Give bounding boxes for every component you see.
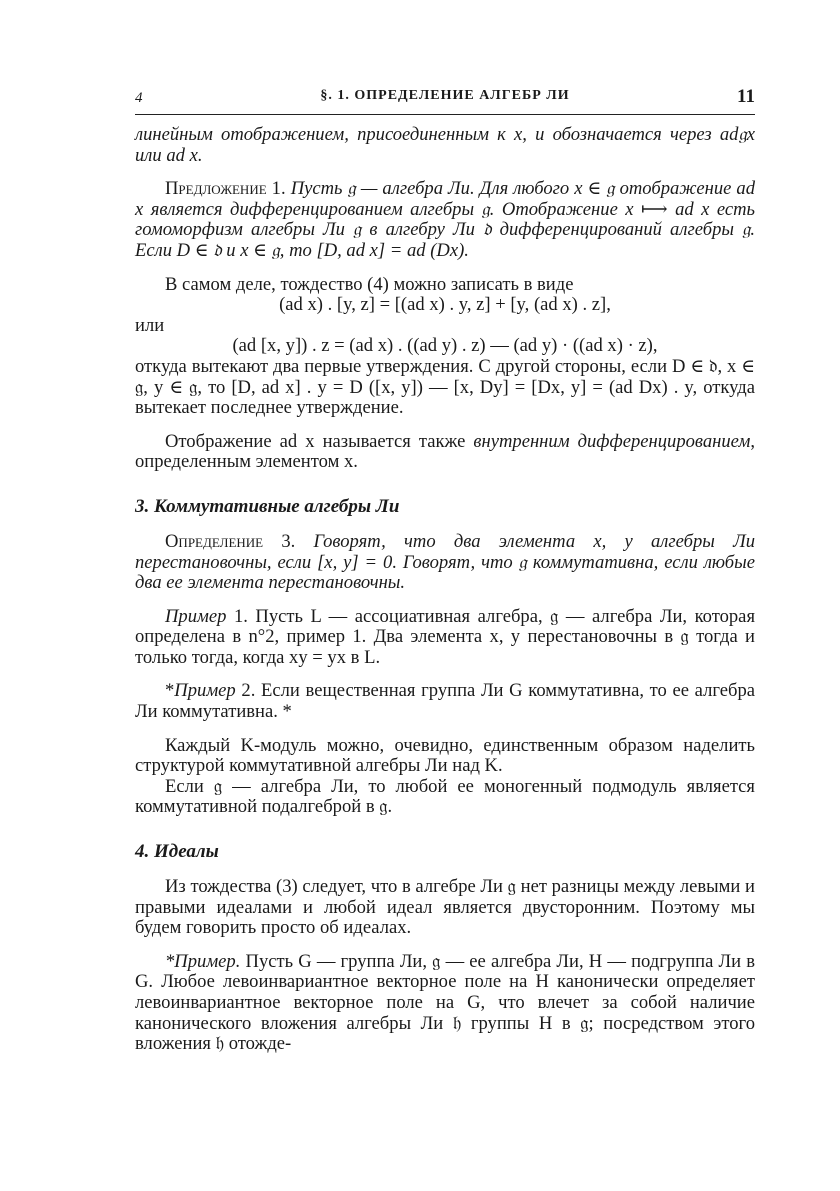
formula-2: (ad [x, y]) . z = (ad x) . ((ad y) . z) — (ad y) · ((ad x) · z), <box>232 335 658 357</box>
inner-derivation-term: внутренним дифференцированием <box>473 430 751 452</box>
or-word: или <box>135 314 165 336</box>
k-module-paragraph: Каждый K-модуль можно, очевидно, единственным образом наделить структурой коммутативной алгебры Ли над K. <box>135 734 755 777</box>
running-header <box>135 78 755 115</box>
example-label: Пример <box>165 605 227 627</box>
example-text: 1. Пусть L — ассоциативная алгебра, 𝔤 — алгебра Ли, которая определена в n°2, пример 1. Два элемента x, y перестановочны в 𝔤 тогда и только тогда, когда xy = yx в L. <box>135 605 755 668</box>
proof-intro: В самом деле, тождество (4) можно записать в виде <box>165 273 574 295</box>
formula-1: (ad x) . [y, z] = [(ad x) . y, z] + [y, (ad x) . z], <box>279 294 611 316</box>
section-3-heading: 3. Коммутативные алгебры Ли <box>135 495 400 517</box>
book-page <box>135 78 755 1055</box>
monogenic-paragraph: Если 𝔤 — алгебра Ли, то любой ее моногенный подмодуль является коммутативной подалгеброй в 𝔤. <box>135 775 755 818</box>
example-2: *Пример 2. Если вещественная группа Ли G коммутативна, то ее алгебра Ли коммутативна. * <box>135 680 755 723</box>
ideals-paragraph: Из тождества (3) следует, что в алгебре Ли 𝔤 нет разницы между левыми и правыми идеалами и любой идеал является двусторонним. Поэтому мы будем говорить просто об идеалах. <box>135 876 755 939</box>
inner-derivation-paragraph: Отображение ad x называется также внутренним дифференцированием, определенным элементом x. <box>135 430 755 473</box>
definition-3 <box>135 532 755 594</box>
example-label: *Пример. <box>165 950 241 972</box>
page-number: 11 <box>737 86 755 107</box>
section-4-heading: 4. Идеалы <box>135 841 219 863</box>
ideals-example <box>135 952 755 1055</box>
page-body <box>135 115 755 1055</box>
example-text: Пусть G — группа Ли, 𝔤 — ее алгебра Ли, H — подгруппа Ли в G. Любое левоинвариантное векторное поле на H канонически определяет левоинвариантное векторное поле на G, что влечет за собой наличие канонического вложения алгебры Ли 𝔥 группы H в 𝔤; посредством этого вложения 𝔥 отожде- <box>135 950 755 1055</box>
definition-text: Говорят, что два элемента x, y алгебры Ли перестановочны, если [x, y] = 0. Говорят, что 𝔤 коммутативна, если любые два ее элемента перестановочны. <box>135 530 755 594</box>
proof-end: откуда вытекают два первые утверждения. С другой стороны, если D ∈ 𝔡, x ∈ 𝔤, y ∈ 𝔤, то [D, ad x] . y = D ([x, y]) — [x, Dy] = [Dx, y] = (ad Dx) . y, откуда вытекает последнее утверждение. <box>135 355 755 419</box>
definition-label: Определение 3. <box>165 530 296 552</box>
proposition-text: Пусть 𝔤 — алгебра Ли. Для любого x ∈ 𝔤 отображение ad x является дифференцированием алгебры 𝔤. Отображение x ⟼ ad x есть гомоморфизм алгебры Ли 𝔤 в алгебру Ли 𝔡 дифференцирований алгебры 𝔤. Если D ∈ 𝔡 и x ∈ 𝔤, то [D, ad x] = ad (Dx). <box>135 178 756 261</box>
header-left: 4 <box>135 90 143 106</box>
proposition-label: Предложение 1. <box>165 178 286 200</box>
paragraph-continuation: линейным отображением, присоединенным к x, и обозначается через ad𝔤x или ad x. <box>135 124 755 166</box>
example-1 <box>135 607 755 669</box>
example-label: Пример <box>174 680 236 702</box>
header-title: §. 1. ОПРЕДЕЛЕНИЕ АЛГЕБР ЛИ <box>320 88 570 103</box>
example-text: 2. Если вещественная группа Ли G коммутативна, то ее алгебра Ли коммутативна. * <box>135 680 755 723</box>
proposition-1 <box>135 179 755 261</box>
